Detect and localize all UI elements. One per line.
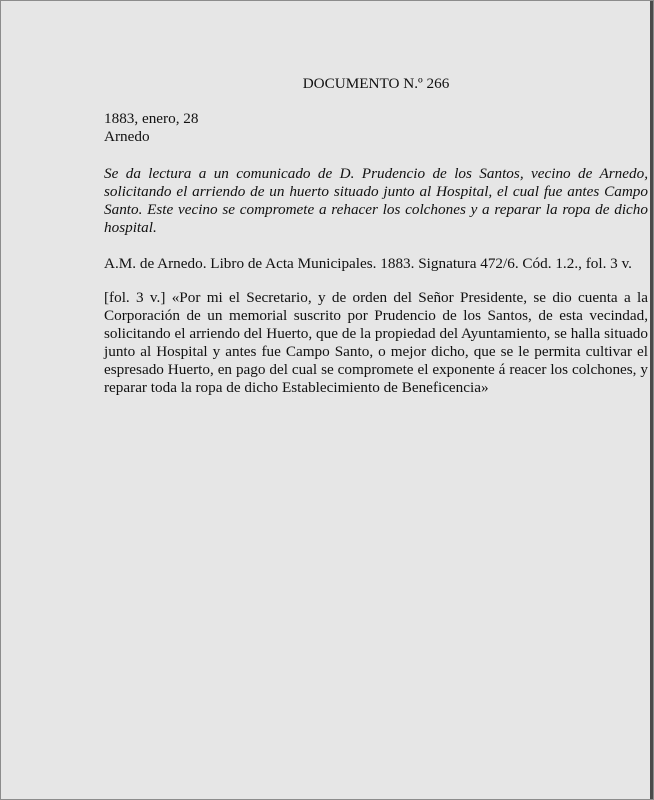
document-transcription: [fol. 3 v.] «Por mi el Secretario, y de orden del Señor Presidente, se dio cuenta a la Corporación de un memorial suscrito por Prudencio de los Santos, de esta vecindad, solicitando el arriendo del Huerto, que de la propiedad del Ayuntamiento, se halla situado junto al Hospital y antes fue Campo Santo, o mejor dicho, que se le permita cultivar el espresado Huerto, en pago del cual se compromete el exponente á reacer los colchones, y reparar toda la ropa de dicho Establecimiento de Beneficencia» (104, 289, 648, 396)
document-title: DOCUMENTO N.º 266 (302, 75, 450, 92)
document-date: 1883, enero, 28 (104, 110, 199, 127)
archival-source: A.M. de Arnedo. Libro de Acta Municipales. 1883. Signatura 472/6. Cód. 1.2., fol. 3 v. (104, 255, 632, 272)
document-place: Arnedo (104, 128, 150, 145)
document-summary: Se da lectura a un comunicado de D. Prudencio de los Santos, vecino de Arnedo, solicitando el arriendo de un huerto situado junto al Hospital, el cual fue antes Campo Santo. Este vecino se compromete a rehacer los colchones y a reparar la ropa de dicho hospital. (104, 165, 648, 236)
